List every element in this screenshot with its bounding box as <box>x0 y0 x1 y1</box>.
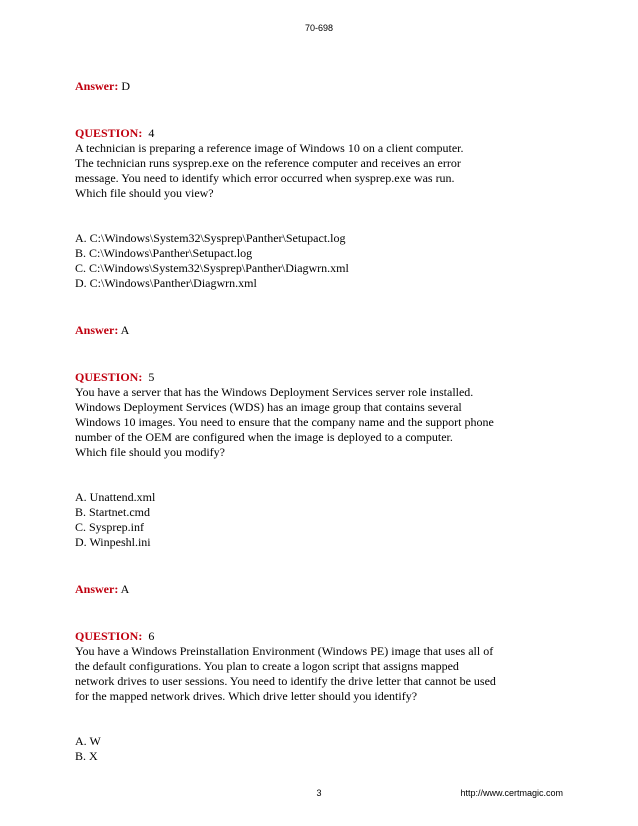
page-number: 3 <box>316 788 322 798</box>
option-c: C. C:\Windows\System32\Sysprep\Panther\Diagwrn.xml <box>75 261 349 275</box>
answer-options <box>75 490 575 550</box>
answer-options <box>75 231 575 291</box>
question-block-5 <box>75 370 575 550</box>
answer-line <box>75 323 575 338</box>
option-d: D. Winpeshl.ini <box>75 535 151 549</box>
footer-url[interactable]: http://www.certmagic.com <box>460 788 563 798</box>
question-text-line: You have a Windows Preinstallation Environment (Windows PE) image that uses all of <box>75 644 494 658</box>
question-block-6 <box>75 629 575 764</box>
answer-line <box>75 79 575 94</box>
question-text-line: number of the OEM are configured when the image is deployed to a computer. <box>75 430 453 444</box>
question-label: QUESTION: <box>75 370 143 384</box>
option-a: A. W <box>75 734 101 748</box>
answer-options <box>75 734 575 764</box>
answer-line <box>75 582 575 597</box>
option-d: D. C:\Windows\Panther\Diagwrn.xml <box>75 276 257 290</box>
question-label: QUESTION: <box>75 629 143 643</box>
question-label: QUESTION: <box>75 126 143 140</box>
question-text-line: Which file should you view? <box>75 186 214 200</box>
question-text-line: Windows 10 images. You need to ensure that the company name and the support phone <box>75 415 494 429</box>
answer-value: D <box>121 79 130 93</box>
answer-label: Answer: <box>75 79 119 93</box>
option-a: A. C:\Windows\System32\Sysprep\Panther\Setupact.log <box>75 231 346 245</box>
question-heading <box>75 126 575 141</box>
question-number: 6 <box>148 629 155 643</box>
option-b: B. C:\Windows\Panther\Setupact.log <box>75 246 253 260</box>
exam-code-header: 70-698 <box>304 23 334 33</box>
question-text-line: for the mapped network drives. Which drive letter should you identify? <box>75 689 418 703</box>
option-b: B. X <box>75 749 98 763</box>
question-text-line: You have a server that has the Windows Deployment Services server role installed. <box>75 385 474 399</box>
question-number: 5 <box>148 370 155 384</box>
option-c: C. Sysprep.inf <box>75 520 144 534</box>
question-text-line: network drives to user sessions. You need to identify the drive letter that cannot be used <box>75 674 496 688</box>
question-text-line: the default configurations. You plan to create a logon script that assigns mapped <box>75 659 459 673</box>
page-content <box>75 79 575 764</box>
question-heading <box>75 629 575 644</box>
question-block-4 <box>75 126 575 291</box>
question-heading <box>75 370 575 385</box>
question-text-line: A technician is preparing a reference image of Windows 10 on a client computer. <box>75 141 464 155</box>
question-text <box>75 141 575 201</box>
question-text-line: Windows Deployment Services (WDS) has an image group that contains several <box>75 400 462 414</box>
answer-label: Answer: <box>75 582 119 596</box>
option-a: A. Unattend.xml <box>75 490 156 504</box>
answer-label: Answer: <box>75 323 119 337</box>
answer-value: A <box>120 323 130 337</box>
question-text <box>75 385 575 460</box>
question-text <box>75 644 575 704</box>
question-text-line: The technician runs sysprep.exe on the reference computer and receives an error <box>75 156 461 170</box>
option-b: B. Startnet.cmd <box>75 505 150 519</box>
answer-value: A <box>120 582 130 596</box>
question-text-line: Which file should you modify? <box>75 445 225 459</box>
question-text-line: message. You need to identify which error occurred when sysprep.exe was run. <box>75 171 455 185</box>
question-number: 4 <box>148 126 155 140</box>
